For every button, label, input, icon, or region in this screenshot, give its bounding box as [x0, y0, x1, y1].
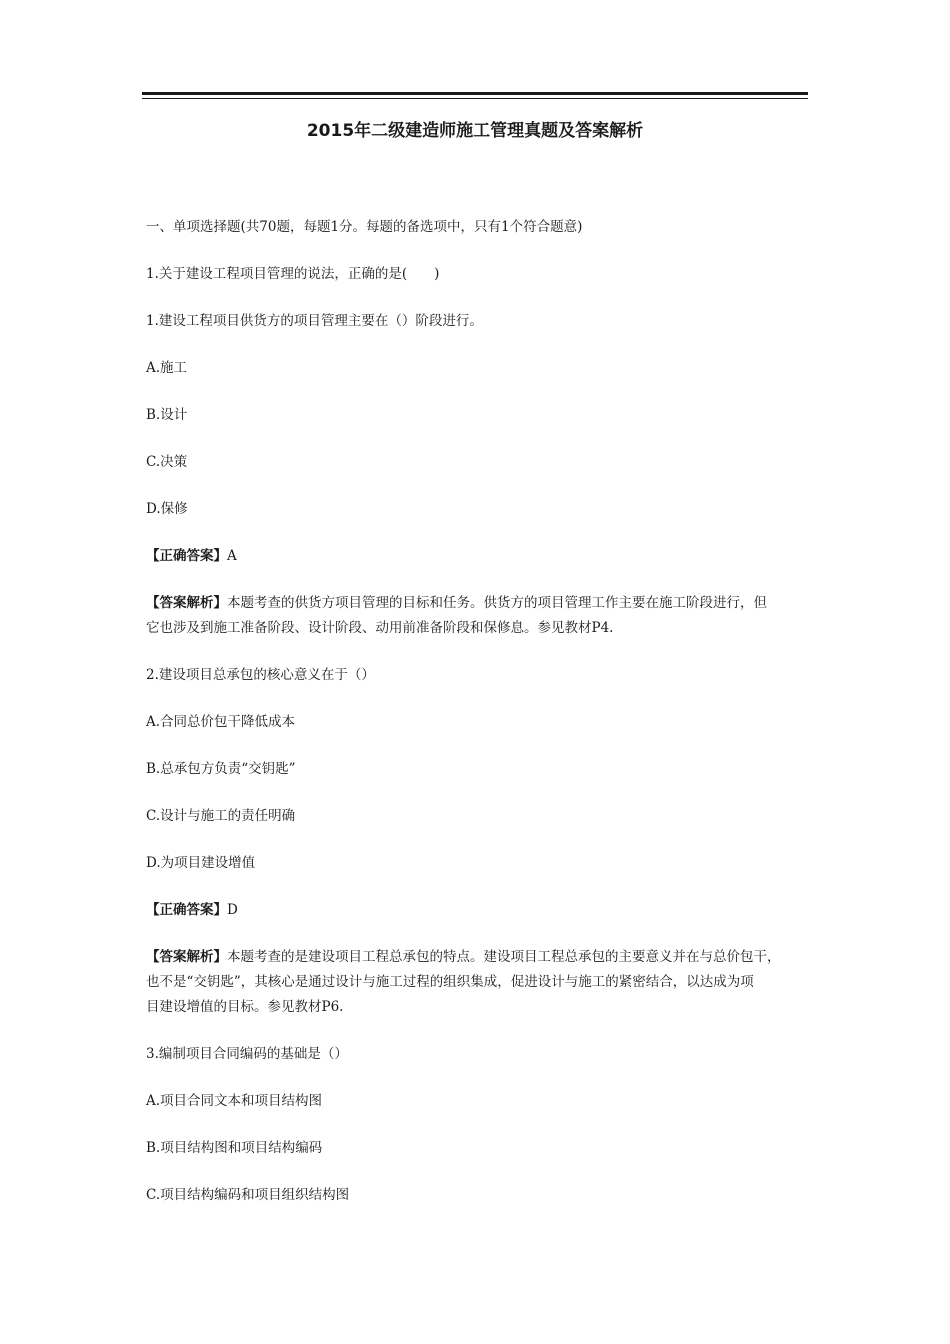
q2-option-c: C.设计与施工的责任明确	[146, 808, 296, 824]
q1-answer-value: A	[227, 548, 237, 564]
q2-analysis-line-3: 目建设增值的目标。参见教材P6.	[146, 999, 344, 1015]
q1-option-c: C.决策	[146, 454, 188, 470]
q1-option-b: B.设计	[146, 407, 188, 423]
q1-stem-a: 1.关于建设工程项目管理的说法，正确的是( )	[146, 266, 440, 282]
section-heading: 一、单项选择题(共70题，每题1分。每题的备选项中，只有1个符合题意)	[146, 219, 583, 235]
q2-option-a: A.合同总价包干降低成本	[146, 714, 296, 730]
q1-analysis-line-2: 它也涉及到施工准备阶段、设计阶段、动用前准备阶段和保修息。参见教材P4.	[146, 620, 614, 636]
header-rule-thick	[142, 92, 808, 95]
q1-option-a: A.施工	[146, 360, 188, 376]
q2-option-d: D.为项目建设增值	[146, 855, 256, 871]
q1-stem-b: 1.建设工程项目供货方的项目管理主要在（）阶段进行。	[146, 313, 483, 329]
q2-answer-label: 【正确答案】	[146, 902, 227, 918]
q1-answer-label: 【正确答案】	[146, 548, 227, 564]
q2-stem: 2.建设项目总承包的核心意义在于（）	[146, 667, 375, 683]
q2-option-b: B.总承包方负责“交钥匙”	[146, 761, 296, 777]
q2-analysis-label: 【答案解析】	[146, 949, 227, 965]
q1-answer	[146, 544, 810, 569]
q1-option-d: D.保修	[146, 501, 188, 517]
q2-answer-value: D	[227, 902, 238, 918]
q3-option-a: A.项目合同文本和项目结构图	[146, 1093, 323, 1109]
q1-analysis-text-1: 本题考查的供货方项目管理的目标和任务。供货方的项目管理工作主要在施工阶段进行，但	[227, 595, 767, 611]
q2-analysis-line-2: 也不是“交钥匙”，其核心是通过设计与施工过程的组织集成，促进设计与施工的紧密结合，以达成为项	[146, 974, 754, 990]
q3-option-b: B.项目结构图和项目结构编码	[146, 1140, 323, 1156]
q3-option-c: C.项目结构编码和项目组织结构图	[146, 1187, 350, 1203]
q2-analysis-text-1: 本题考查的是建设项目工程总承包的特点。建设项目工程总承包的主要意义并在与总价包干，	[227, 949, 781, 965]
q1-analysis-line-1	[146, 591, 810, 616]
q3-stem: 3.编制项目合同编码的基础是（）	[146, 1046, 348, 1062]
q1-analysis-label: 【答案解析】	[146, 595, 227, 611]
header-rule-thin	[142, 98, 808, 99]
document-title: 2015年二级建造师施工管理真题及答案解析	[306, 121, 644, 141]
q2-analysis-line-1	[146, 945, 810, 970]
q2-answer	[146, 898, 810, 923]
